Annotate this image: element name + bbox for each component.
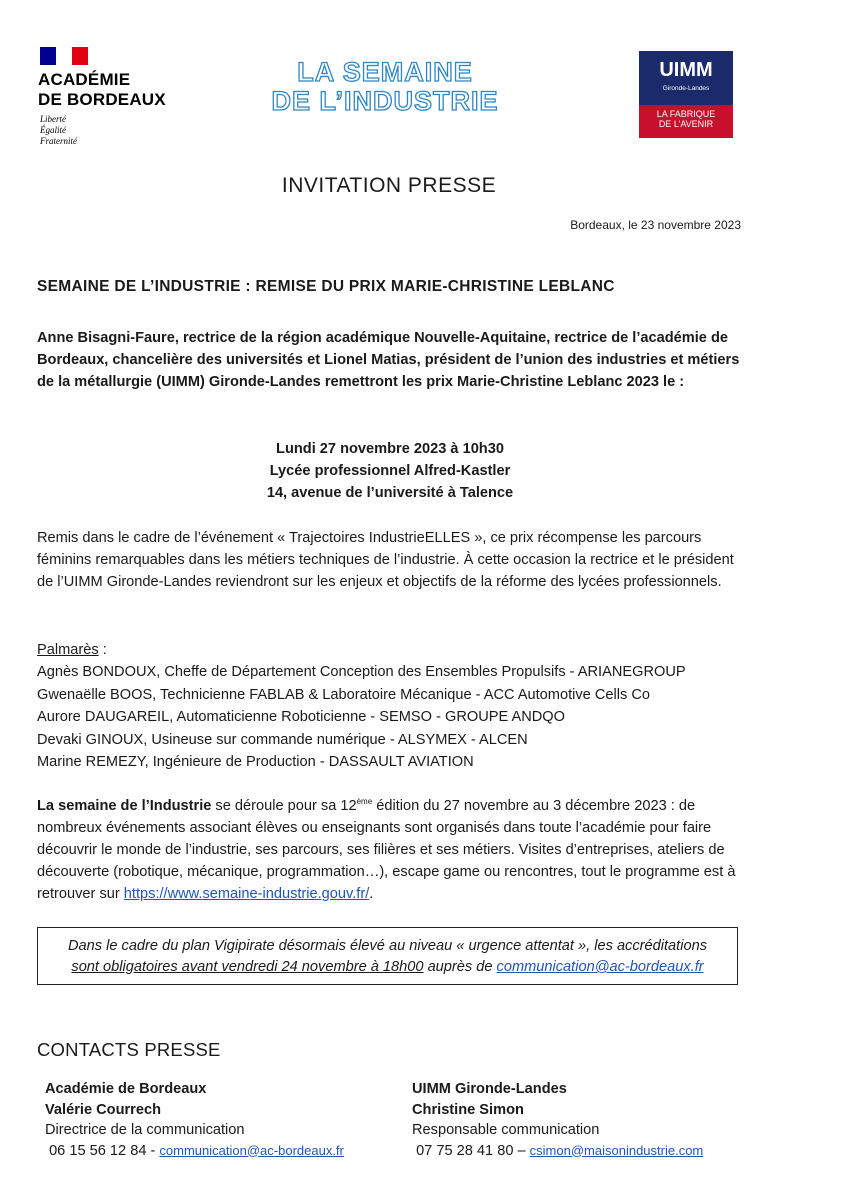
event-date: Lundi 27 novembre 2023 à 10h30 — [276, 441, 504, 457]
contact-uimm — [412, 1079, 703, 1161]
semaine-para-part2: édition du 27 novembre au 3 décembre 2023 : de nombreux événements associant élèves ou enseignants sont organisés dans toute l’académie pour faire découvrir le monde de l’industrie, ses parcours, ses filières et ses métiers. Visites d’entreprises, ateliers de découverte (robotique, mécanique, programmation…), escape game ou rencontres, tout le programme est à retrouver sur — [37, 798, 736, 902]
event-details — [100, 438, 680, 504]
contact-email-link[interactable]: communication@ac-bordeaux.fr — [159, 1142, 344, 1158]
flag-red — [72, 47, 88, 65]
contact-academie — [45, 1079, 344, 1161]
notice-line1: Dans le cadre du plan Vigipirate désormais élevé au niveau « urgence attentat », les accréditations — [67, 938, 707, 954]
flag-white — [56, 47, 72, 65]
contacts-title: CONTACTS PRESSE — [37, 1039, 221, 1060]
date-line: Bordeaux, le 23 novembre 2023 — [570, 218, 741, 232]
republique-flag-icon — [40, 47, 88, 65]
uimm-tagline-line1: LA FABRIQUE — [656, 109, 716, 119]
edition-superscript: ème — [356, 797, 373, 806]
contact-role: Responsable communication — [412, 1122, 600, 1138]
uimm-subtitle: Gironde-Landes — [662, 85, 710, 92]
semaine-logo-line1: LA SEMAINE — [297, 57, 473, 87]
contact-phone: 06 15 56 12 84 - — [49, 1142, 160, 1159]
motto-fraternite: Fraternité — [40, 136, 77, 146]
contact-org: UIMM Gironde-Landes — [412, 1081, 567, 1097]
event-address: 14, avenue de l’université à Talence — [266, 485, 514, 501]
academie-name — [38, 70, 166, 110]
motto-liberte: Liberté — [40, 114, 66, 124]
semaine-para-bold: La semaine de l’Industrie — [37, 798, 212, 814]
list-item: Agnès BONDOUX, Cheffe de Département Conception des Ensembles Propulsifs - ARIANEGROUP — [37, 664, 686, 680]
palmares-colon: : — [98, 642, 107, 658]
notice-email-link[interactable]: communication@ac-bordeaux.fr — [496, 959, 704, 975]
semaine-para-end: . — [369, 886, 374, 902]
uimm-logo-top — [639, 51, 733, 105]
republic-motto — [40, 114, 77, 147]
laureates-list — [37, 661, 686, 774]
motto-egalite: Égalité — [40, 125, 66, 135]
uimm-word: UIMM — [659, 59, 713, 81]
list-item: Aurore DAUGAREIL, Automaticienne Roboticienne - SEMSO - GROUPE ANDQO — [37, 709, 566, 725]
flag-blue — [40, 47, 56, 65]
contact-phone-email — [45, 1141, 344, 1162]
prize-description: Remis dans le cadre de l’événement « Trajectoires IndustrieELLES », ce prix récompense les parcours féminins remarquables dans les métiers techniques de l’industrie. À cette occasion la rectrice et le président de l’UIMM Gironde-Landes reviendront sur les enjeux et objectifs de la réforme des lycées professionnels. — [37, 530, 734, 590]
academie-name-line1: ACADÉMIE — [38, 70, 131, 89]
list-item: Marine REMEZY, Ingénieure de Production - DASSAULT AVIATION — [37, 754, 474, 770]
contact-email-link[interactable]: csimon@maisonindustrie.com — [529, 1142, 704, 1158]
contact-org: Académie de Bordeaux — [45, 1081, 207, 1097]
contact-role: Directrice de la communication — [45, 1122, 245, 1138]
page-title: INVITATION PRESSE — [281, 174, 497, 197]
semaine-industrie-logo — [250, 58, 520, 116]
contact-name: Christine Simon — [412, 1101, 524, 1118]
notice-after: auprès de — [423, 959, 497, 975]
headline: SEMAINE DE L’INDUSTRIE : REMISE DU PRIX MARIE-CHRISTINE LEBLANC — [37, 278, 615, 295]
vigipirate-notice — [37, 927, 738, 985]
intro-paragraph: Anne Bisagni-Faure, rectrice de la région académique Nouvelle-Aquitaine, rectrice de l’académie de Bordeaux, chancelière des universités et Lionel Matias, président de l’union des industries et métiers de la métallurgie (UIMM) Gironde-Landes remettront les prix Marie-Christine Leblanc 2023 le : — [37, 330, 740, 390]
semaine-para-part1: se déroule pour sa 12 — [211, 798, 357, 814]
academie-name-line2: DE BORDEAUX — [38, 90, 166, 109]
notice-deadline: sont obligatoires avant vendredi 24 novembre à 18h00 — [71, 959, 424, 975]
semaine-paragraph — [37, 795, 743, 905]
notice-line2 — [38, 957, 737, 978]
list-item: Gwenaëlle BOOS, Technicienne FABLAB & Laboratoire Mécanique - ACC Automotive Cells Co — [37, 686, 650, 703]
semaine-logo-line2: DE L’INDUSTRIE — [271, 86, 499, 116]
palmares-heading — [37, 639, 107, 661]
contact-name: Valérie Courrech — [45, 1101, 161, 1118]
uimm-logo — [639, 51, 733, 138]
semaine-industrie-link[interactable]: https://www.semaine-industrie.gouv.fr/ — [123, 886, 370, 902]
event-place: Lycée professionnel Alfred-Kastler — [269, 463, 511, 479]
list-item: Devaki GINOUX, Usineuse sur commande numérique - ALSYMEX - ALCEN — [37, 731, 528, 748]
contact-phone-email — [412, 1141, 703, 1162]
uimm-tagline — [639, 109, 733, 129]
contact-phone: 07 75 28 41 80 – — [416, 1142, 530, 1159]
palmares-label: Palmarès — [37, 642, 99, 658]
uimm-tagline-line2: DE L’AVENIR — [658, 119, 714, 129]
